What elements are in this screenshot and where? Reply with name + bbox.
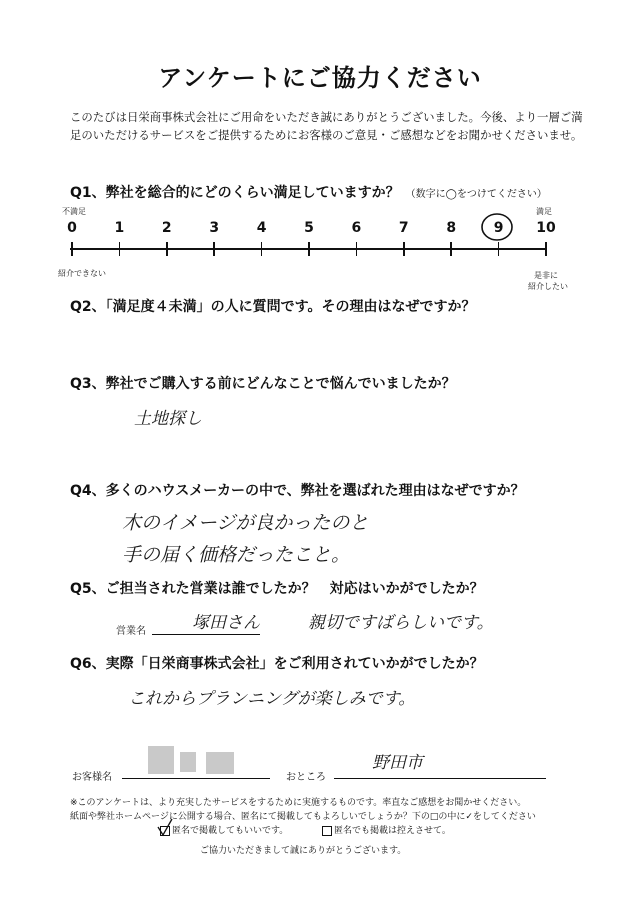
scale-number-5[interactable]: 5 <box>304 220 314 236</box>
scale-right-bottom-label-1: 是非に <box>534 271 558 280</box>
q4-answer-line1: 木のイメージが良かったのと <box>122 512 369 534</box>
sales-name-value: 塚田さん <box>192 613 260 633</box>
scale-tick-3 <box>213 242 215 256</box>
q6-label: Q6、実際「日栄商事株式会社」をご利用されていかがでしたか？ <box>70 656 484 672</box>
sales-name-label: 営業名 <box>116 626 146 637</box>
scale-tick-9 <box>498 242 500 256</box>
q6-answer: これからプランニングが楽しみです。 <box>128 689 416 709</box>
scale-number-10[interactable]: 10 <box>536 220 556 236</box>
option-no-publish-label: 匿名でも掲載は控えさせて。 <box>334 826 451 836</box>
q4-label: Q4、多くのハウスメーカーの中で、弊社を選ばれた理由はなぜですか？ <box>70 483 525 499</box>
q2-label: Q2、「満足度４未満」の人に質問です。その理由はなぜですか？ <box>70 299 476 315</box>
q1-question <box>70 182 547 202</box>
scale-number-8[interactable]: 8 <box>446 220 457 236</box>
page-title: アンケートにご協力ください <box>158 64 482 92</box>
intro-text: このたびは日栄商事株式会社にご用命をいただき誠にありがとうございました。今後、より一層ご満足のいただけるサービスをご提供するためにお客様のご意見・ご感想などをお聞かせくださいませ。 <box>70 110 583 142</box>
scale-tick-7 <box>403 242 405 256</box>
scale-number-1[interactable]: 1 <box>114 220 125 236</box>
scale-tick-8 <box>450 242 452 256</box>
redacted-name-1 <box>148 746 174 774</box>
redacted-name-2 <box>180 752 196 772</box>
scale-number-0[interactable]: 0 <box>67 220 77 236</box>
address-label: おところ <box>286 772 326 783</box>
scale-left-bottom-label: 紹介できない <box>58 269 106 278</box>
customer-name-label: お客様名 <box>72 772 112 783</box>
scale-number-2[interactable]: 2 <box>161 220 172 236</box>
scale-tick-5 <box>308 242 310 256</box>
scale-tick-4 <box>261 242 263 256</box>
option-no-publish <box>322 824 542 838</box>
option-anonymous-ok-label: 匿名で掲載してもいいです。 <box>172 826 289 836</box>
address-underline <box>334 778 546 779</box>
scale-tick-0 <box>71 242 73 256</box>
scale-number-4[interactable]: 4 <box>256 220 267 236</box>
q5-label: Q5、ご担当された営業は誰でしたか？ 対応はいかがでしたか？ <box>70 581 484 597</box>
customer-name-underline <box>122 778 270 779</box>
footer-note-1: ※このアンケートは、より充実したサービスをするために実施するものです。率直なご感想をお聞かせください。 <box>70 798 527 808</box>
scale-tick-6 <box>356 242 358 256</box>
scale-number-3[interactable]: 3 <box>209 220 220 236</box>
scale-right-bottom-label-2: 紹介したい <box>528 282 568 291</box>
scale-number-6[interactable]: 6 <box>351 220 362 236</box>
q3-label: Q3、弊社でご購入する前にどんなことで悩んでいましたか？ <box>70 376 456 392</box>
scale-tick-2 <box>166 242 168 256</box>
q5-response: 親切ですばらしいです。 <box>308 613 494 633</box>
sales-name-underline <box>152 634 260 635</box>
q1-note: （数字に◯をつけてください） <box>405 189 547 200</box>
checkmark-icon <box>156 818 174 838</box>
q3-answer: 土地探し <box>134 409 202 429</box>
redacted-name-3 <box>206 752 234 774</box>
address-value: 野田市 <box>372 753 423 773</box>
scale-number-9[interactable]: 9 <box>493 220 504 236</box>
scale-tick-10 <box>545 242 547 256</box>
footer-note-2: 紙面や弊社ホームページに公開する場合、匿名にて掲載してもよろしいでしょうか？下の□の中に✓をしてください <box>70 812 536 822</box>
scale-tick-1 <box>119 242 121 256</box>
scale-number-7[interactable]: 7 <box>398 220 409 236</box>
selection-circle <box>478 210 518 244</box>
scale-right-top-label: 満足 <box>536 207 552 216</box>
q4-answer-line2: 手の届く価格だったこと。 <box>122 544 351 566</box>
scale-left-top-label: 不満足 <box>62 207 86 216</box>
q1-label: Q1、弊社を総合的にどのくらい満足していますか？ <box>70 185 400 201</box>
checkbox-no-publish[interactable] <box>322 826 332 836</box>
thanks-text: ご協力いただきまして誠にありがとうございます。 <box>200 846 407 856</box>
